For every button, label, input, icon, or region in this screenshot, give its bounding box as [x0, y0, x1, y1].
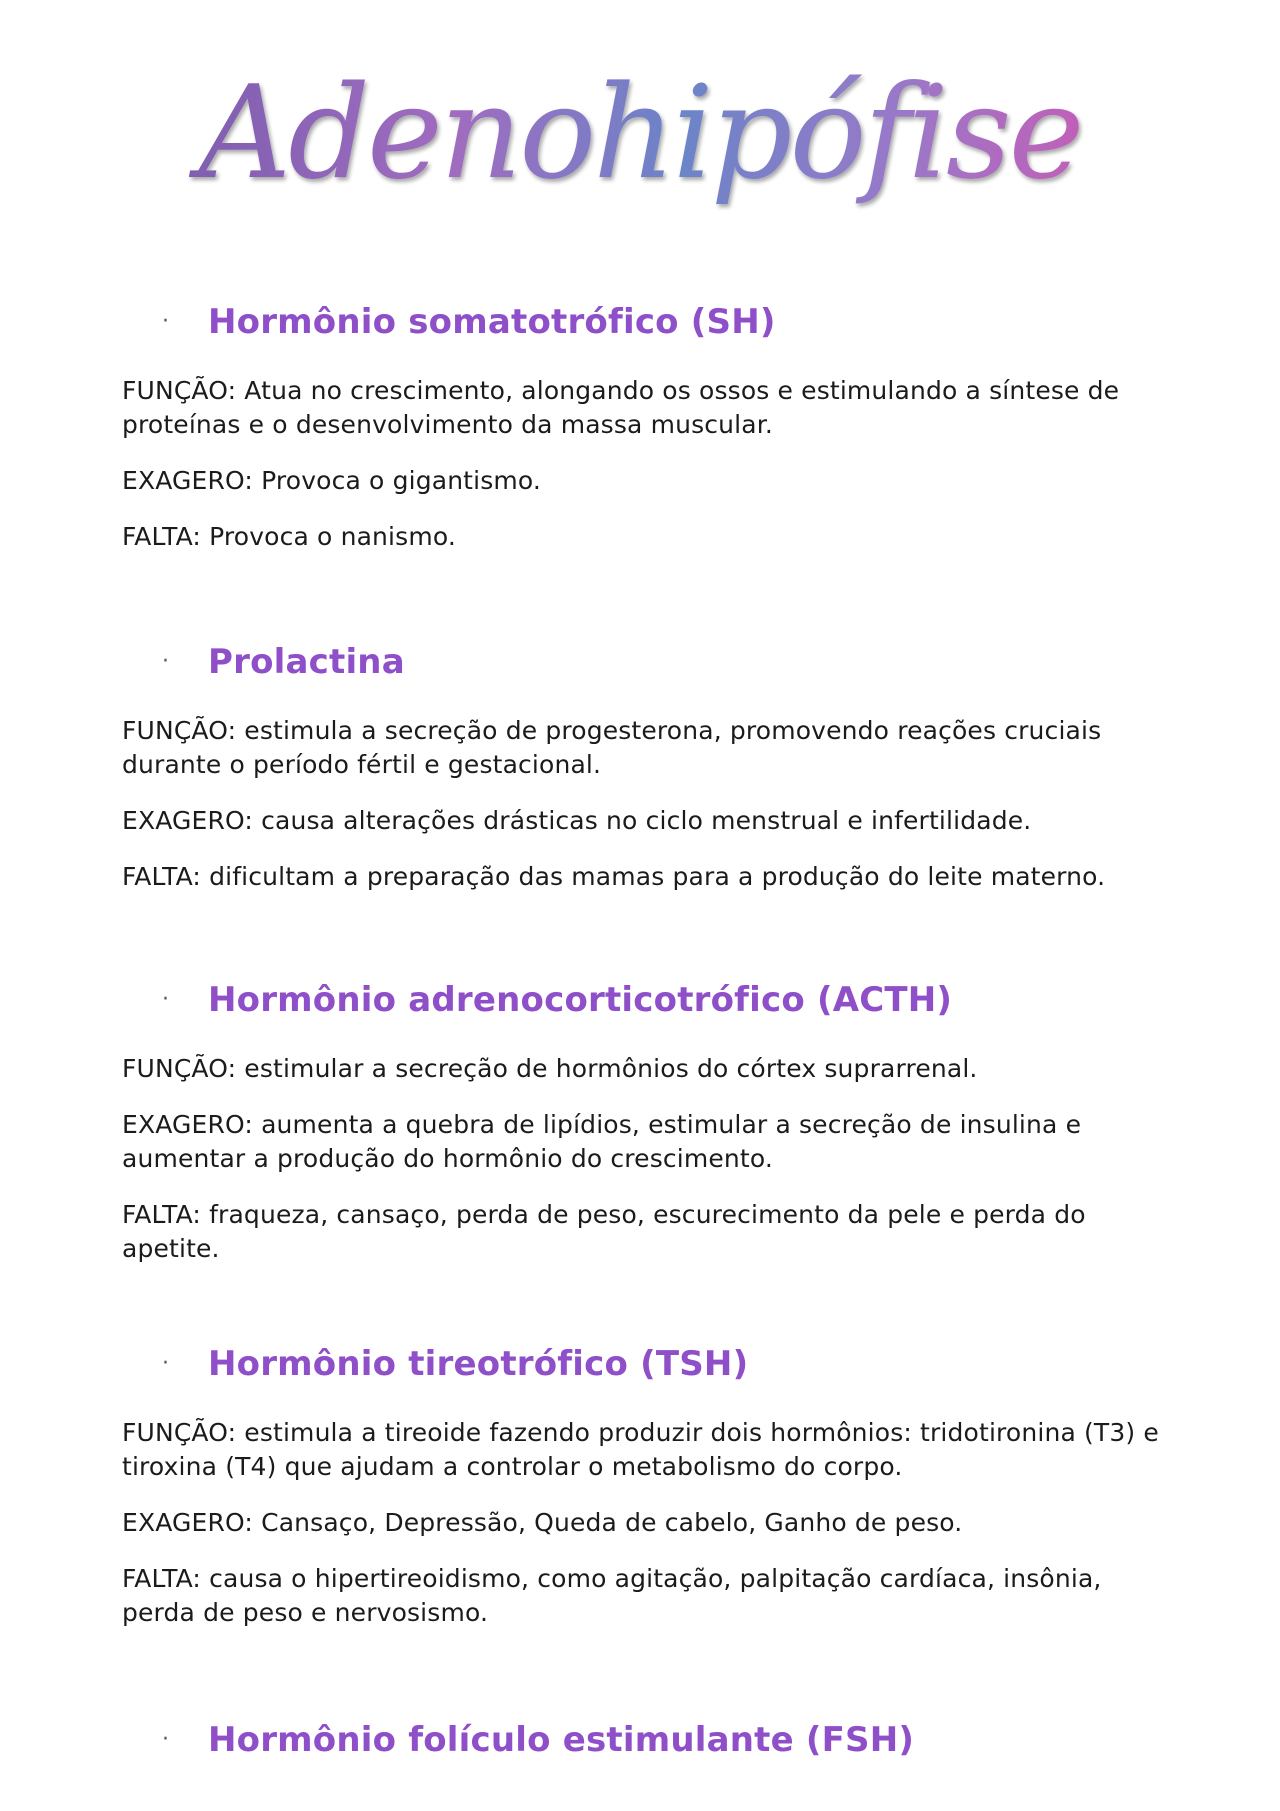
section-heading [122, 1342, 1172, 1386]
falta-text: FALTA: fraqueza, cansaço, perda de peso, escurecimento da pele e perda do apetite. [122, 1200, 1086, 1263]
exagero-text: EXAGERO: aumenta a quebra de lipídios, estimular a secreção de insulina e aumentar a produção do hormônio do crescimento. [122, 1110, 1082, 1173]
falta-text: FALTA: dificultam a preparação das mamas para a produção do leite materno. [122, 862, 1106, 891]
section-heading [122, 300, 1172, 344]
section-sh [122, 300, 1172, 554]
falta-text: FALTA: causa o hipertireoidismo, como agitação, palpitação cardíaca, insônia, perda de peso e nervosismo. [122, 1564, 1102, 1627]
section-heading [122, 1718, 1172, 1762]
page-title-logo [198, 52, 1082, 242]
section-fsh [122, 1718, 1172, 1792]
page-title-banner [0, 52, 1280, 242]
page-title: Adenohipófise [198, 59, 1082, 208]
bullet-icon: · [162, 1727, 169, 1752]
heading-text: Hormônio somatotrófico (SH) [208, 302, 776, 342]
exagero-text: EXAGERO: causa alterações drásticas no ciclo menstrual e infertilidade. [122, 806, 1032, 835]
funcao-text: FUNÇÃO: estimular a secreção de hormônios do córtex suprarrenal. [122, 1054, 978, 1083]
section-acth [122, 978, 1172, 1288]
funcao-text: FUNÇÃO: Atua no crescimento, alongando os ossos e estimulando a síntese de proteínas e o desenvolvimento da massa muscular. [122, 376, 1120, 439]
heading-text: Prolactina [208, 642, 405, 682]
exagero-text: EXAGERO: Provoca o gigantismo. [122, 466, 542, 495]
section-prolactina [122, 640, 1172, 916]
document-body [122, 300, 1172, 1760]
funcao-text: FUNÇÃO: estimula a secreção de progesterona, promovendo reações cruciais durante o período fértil e gestacional. [122, 716, 1102, 779]
funcao-text: FUNÇÃO: estimula a tireoide fazendo produzir dois hormônios: tridotironina (T3) e tiroxina (T4) que ajudam a controlar o metabolismo do corpo. [122, 1418, 1159, 1481]
bullet-icon: · [162, 649, 169, 674]
bullet-icon: · [162, 309, 169, 334]
heading-text: Hormônio adrenocorticotrófico (ACTH) [208, 980, 953, 1020]
falta-text: FALTA: Provoca o nanismo. [122, 522, 456, 551]
exagero-text: EXAGERO: Cansaço, Depressão, Queda de cabelo, Ganho de peso. [122, 1508, 963, 1537]
heading-text: Hormônio folículo estimulante (FSH) [208, 1720, 915, 1760]
section-heading [122, 640, 1172, 684]
bullet-icon: · [162, 987, 169, 1012]
section-heading [122, 978, 1172, 1022]
heading-text: Hormônio tireotrófico (TSH) [208, 1344, 749, 1384]
section-tsh [122, 1342, 1172, 1652]
bullet-icon: · [162, 1351, 169, 1376]
